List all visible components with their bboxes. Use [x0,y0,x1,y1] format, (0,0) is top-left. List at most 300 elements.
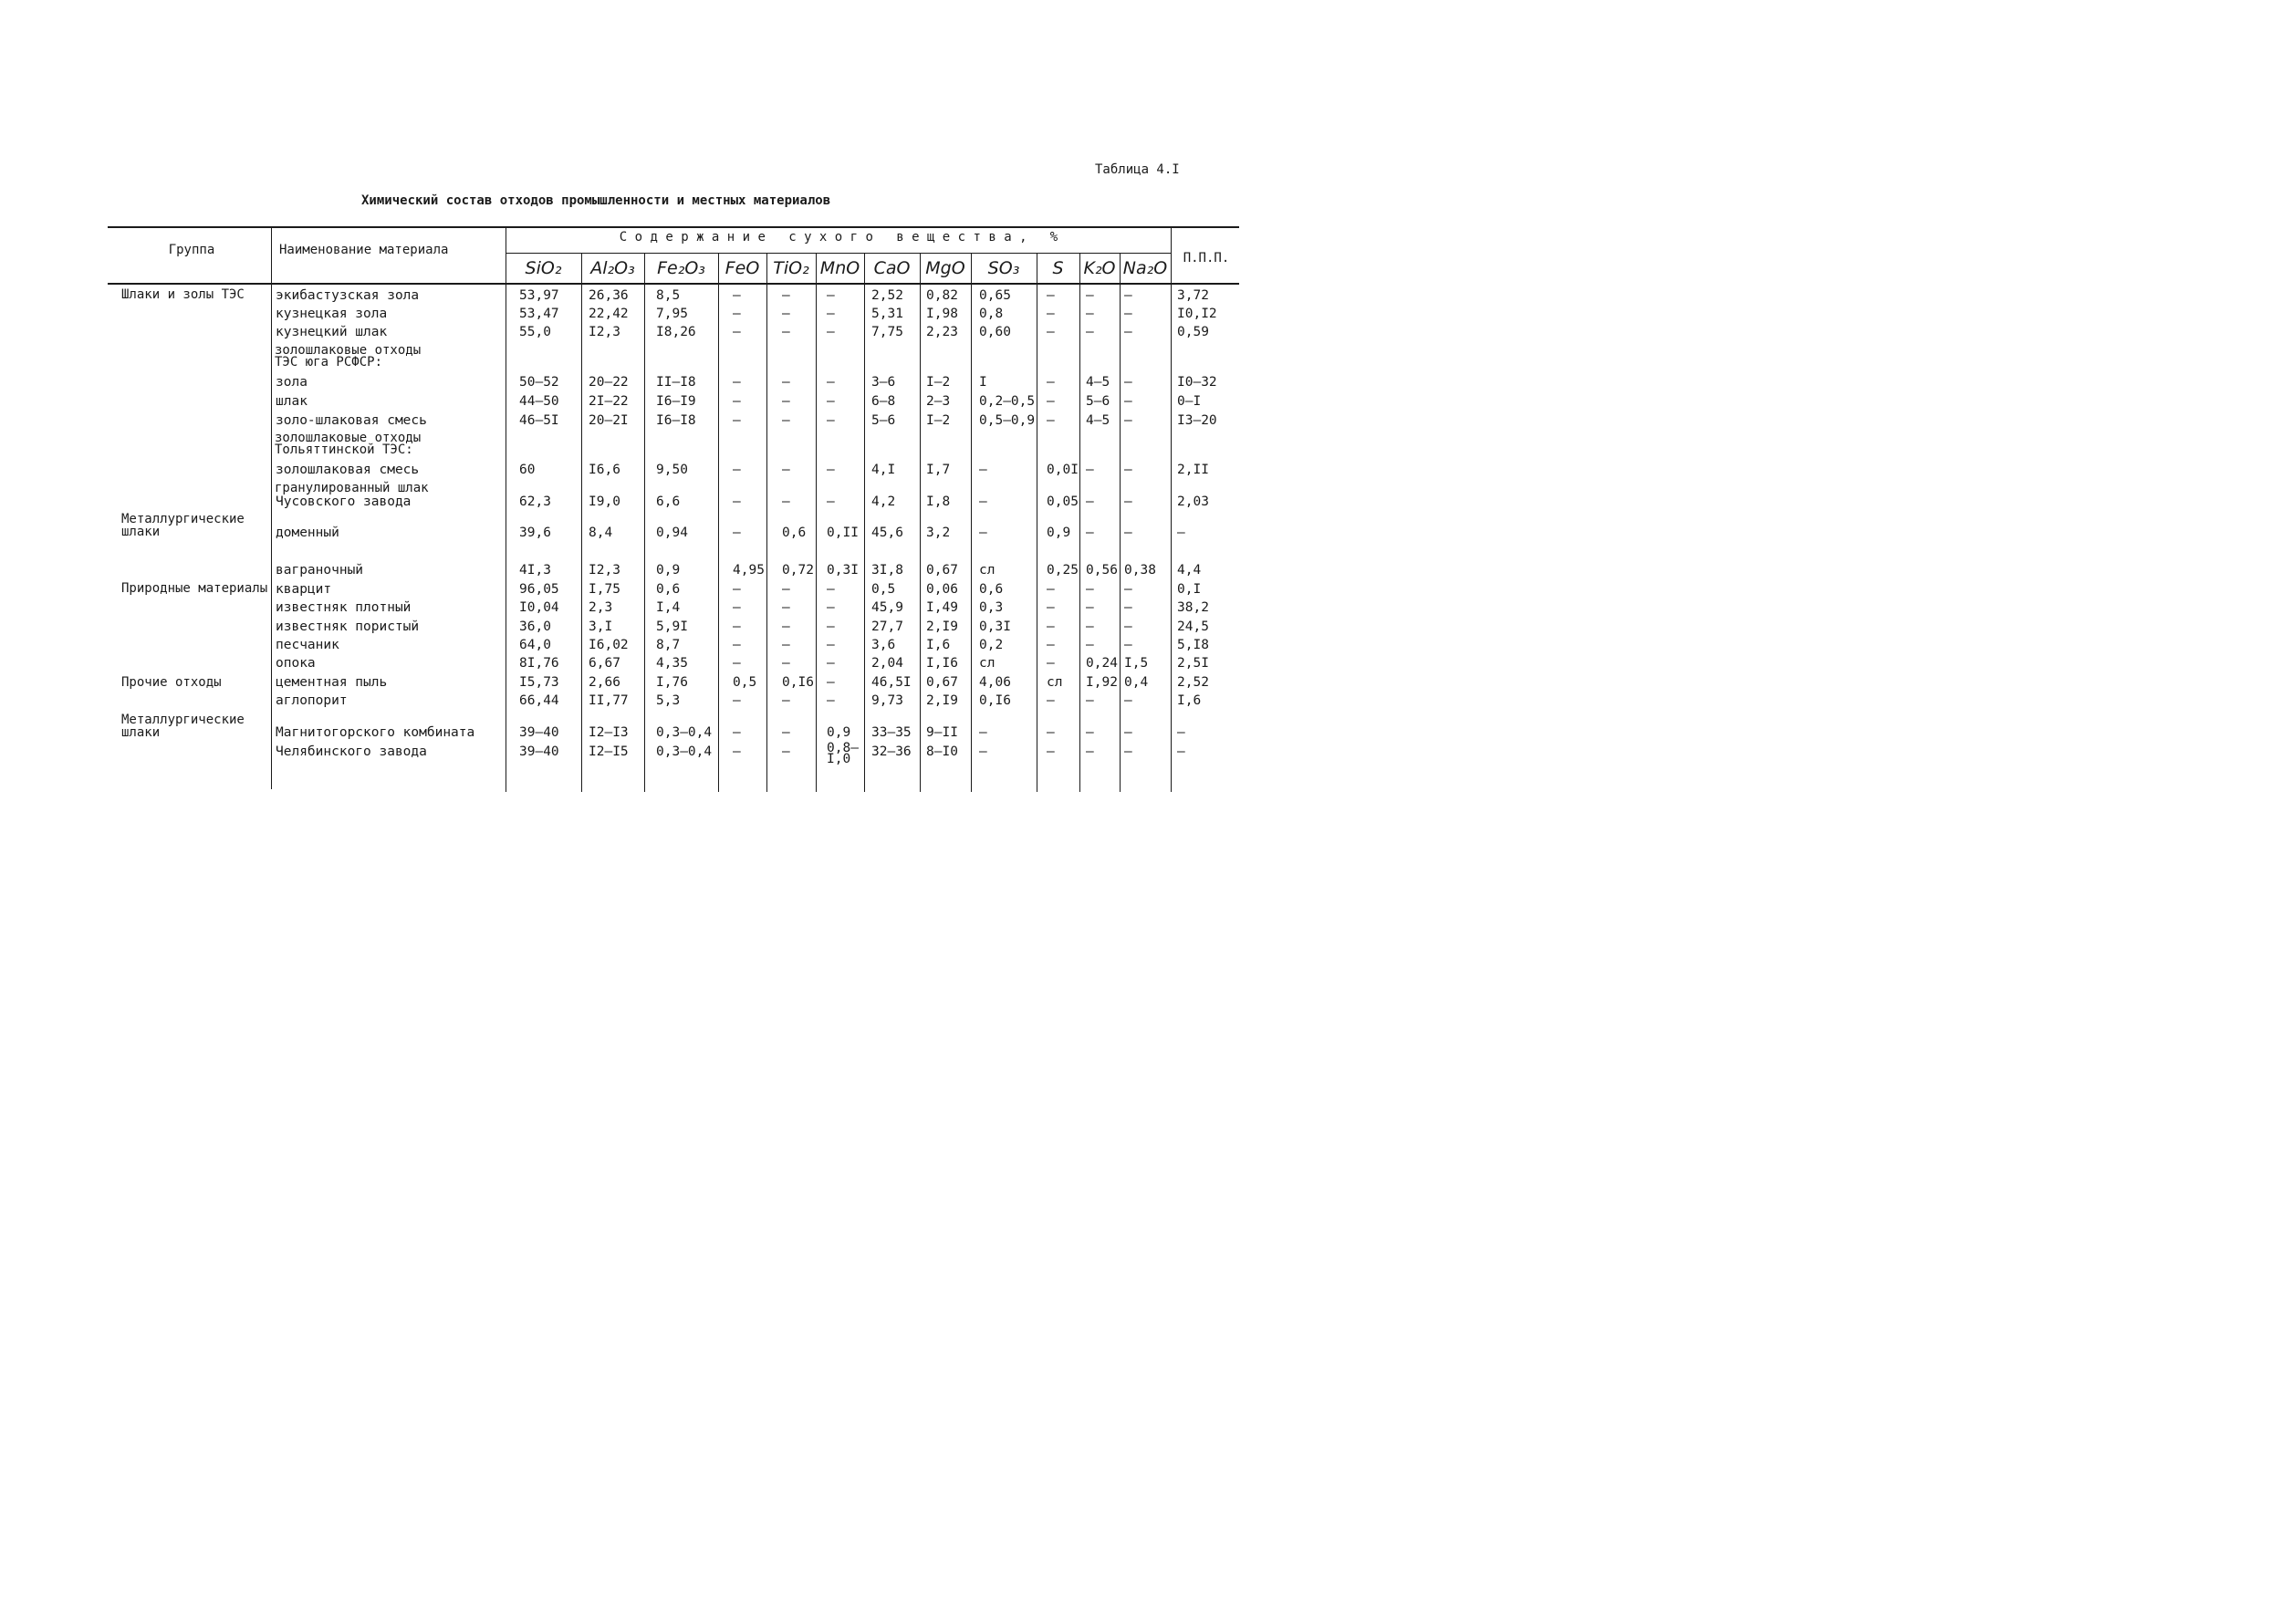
value-cell: 2,52 [1177,675,1209,690]
value-cell: – [1124,463,1132,477]
value-cell: 7,75 [871,325,903,339]
value-cell: 3–6 [871,375,896,390]
value-cell: I2–I5 [589,744,629,759]
column-rule [644,254,645,792]
value-cell: – [1086,463,1094,477]
value-cell: 20–2I [589,413,629,428]
component-header: K₂O [1083,258,1116,278]
column-rule [581,254,582,792]
value-cell: – [827,619,835,634]
value-cell: – [827,325,835,339]
value-cell: 46–5I [519,413,559,428]
header-bottom-rule [108,283,1239,285]
value-cell: – [782,638,790,652]
value-cell: – [1124,526,1132,540]
value-cell: 0,38 [1124,563,1156,578]
value-cell: 0,25 [1047,563,1079,578]
value-cell: – [1124,725,1132,740]
value-cell: 62,3 [519,494,551,509]
value-cell: – [733,582,741,597]
material-name: золошлаковая смесь [276,463,420,477]
value-cell: – [1124,325,1132,339]
value-cell: – [733,375,741,390]
value-cell: – [782,600,790,615]
value-cell: – [782,693,790,708]
value-cell: 0,3–0,4 [656,744,713,759]
value-cell: – [827,582,835,597]
material-name: Чусовского завода [276,494,412,509]
value-cell: 0,8– I,0 [827,741,859,766]
value-cell: – [733,463,741,477]
value-cell: – [733,638,741,652]
value-cell: 3,72 [1177,288,1209,303]
value-cell: – [827,375,835,390]
value-cell: – [1086,693,1094,708]
value-cell: – [979,744,987,759]
value-cell: 2,23 [926,325,958,339]
value-cell: 4,I [871,463,896,477]
value-cell: I9,0 [589,494,620,509]
value-cell: 2,04 [871,656,903,671]
value-cell: 0,3I [979,619,1011,634]
column-rule [864,254,865,792]
value-cell: 0,I6 [782,675,814,690]
value-cell: 39–40 [519,744,559,759]
value-cell: 38,2 [1177,600,1209,615]
value-cell: 4,35 [656,656,688,671]
value-cell: 45,6 [871,526,903,540]
value-cell: 6,6 [656,494,681,509]
column-rule [920,254,921,792]
value-cell: I6,6 [589,463,620,477]
material-name: песчаник [276,638,339,652]
value-cell: 0,3 [979,600,1004,615]
value-cell: – [1177,725,1185,740]
value-cell: I6–I9 [656,394,696,409]
value-cell: – [782,325,790,339]
value-cell: I,8 [926,494,951,509]
column-rule [1079,254,1080,792]
value-cell: 53,47 [519,307,559,321]
value-cell: – [827,494,835,509]
value-cell: – [1047,638,1055,652]
content-group-header: С о д е р ж а н и е с у х о г о в е щ е с т в а , % [619,230,1058,245]
value-cell: 2,II [1177,463,1209,477]
value-cell: – [1086,288,1094,303]
column-rule [1171,228,1172,792]
group-label: Прочие отходы [121,675,222,690]
value-cell: I2,3 [589,325,620,339]
value-cell: – [1086,325,1094,339]
value-cell: 55,0 [519,325,551,339]
value-cell: I,I6 [926,656,958,671]
value-cell: – [733,656,741,671]
value-cell: 0,06 [926,582,958,597]
value-cell: I,4 [656,600,681,615]
value-cell: – [782,725,790,740]
value-cell: – [1047,307,1055,321]
value-cell: 8,5 [656,288,681,303]
component-header: Fe₂O₃ [657,258,705,278]
value-cell: 39,6 [519,526,551,540]
value-cell: – [733,693,741,708]
component-header: MnO [819,258,860,278]
material-name: Магнитогорского комбината [276,725,475,740]
value-cell: 4,06 [979,675,1011,690]
value-cell: 20–22 [589,375,629,390]
material-name: золо-шлаковая смесь [276,413,427,428]
value-cell: 0,56 [1086,563,1118,578]
value-cell: 0,05 [1047,494,1079,509]
value-cell: 0,8 [979,307,1004,321]
column-rule [971,254,972,792]
value-cell: 5–6 [871,413,896,428]
material-name: ваграночный [276,563,364,578]
value-cell: I8,26 [656,325,696,339]
value-cell: 0,6 [782,526,807,540]
value-cell: 2–3 [926,394,951,409]
value-cell: I0,04 [519,600,559,615]
value-cell: 32–36 [871,744,912,759]
value-cell: – [979,463,987,477]
value-cell: 0,II [827,526,859,540]
value-cell: I,6 [1177,693,1202,708]
value-cell: I,7 [926,463,951,477]
value-cell: 8–I0 [926,744,958,759]
value-cell: – [1124,582,1132,597]
material-name: зола [276,375,308,390]
value-cell: 0,65 [979,288,1011,303]
value-cell: 4,2 [871,494,896,509]
value-cell: 2,3 [589,600,613,615]
value-cell: – [827,307,835,321]
value-cell: – [827,463,835,477]
component-header: S [1052,258,1064,278]
value-cell: 2,52 [871,288,903,303]
value-cell: 6–8 [871,394,896,409]
value-cell: 0,5 [733,675,757,690]
value-cell: I,49 [926,600,958,615]
value-cell: 5–6 [1086,394,1110,409]
value-cell: – [1124,413,1132,428]
value-cell: 0,4 [1124,675,1149,690]
material-name: кузнецкий шлак [276,325,388,339]
group-label: Металлургические шлаки [121,512,245,539]
value-cell: II,77 [589,693,629,708]
value-cell: 96,05 [519,582,559,597]
value-cell: – [1047,582,1055,597]
value-cell: – [979,526,987,540]
table-number: Таблица 4.I [1095,162,1180,177]
value-cell: – [827,693,835,708]
value-cell: – [1047,413,1055,428]
column-rule [816,254,817,792]
value-cell: 0,24 [1086,656,1118,671]
value-cell: 50–52 [519,375,559,390]
value-cell: – [1047,288,1055,303]
value-cell: 36,0 [519,619,551,634]
value-cell: – [1047,744,1055,759]
value-cell: – [1124,638,1132,652]
value-cell: – [1086,526,1094,540]
value-cell: – [1047,693,1055,708]
value-cell: – [1124,375,1132,390]
component-header: Na₂O [1122,258,1168,278]
value-cell: 0,I6 [979,693,1011,708]
value-cell: 0,67 [926,675,958,690]
value-cell: – [1177,744,1185,759]
component-header: CaO [873,258,911,278]
value-cell: – [979,725,987,740]
loi-column-header: П.П.П. [1183,251,1230,265]
value-cell: – [1047,325,1055,339]
value-cell: 26,36 [589,288,629,303]
value-cell: 4,4 [1177,563,1202,578]
value-cell: 0,2–0,5 [979,394,1036,409]
material-name: аглопорит [276,693,348,708]
component-header: TiO₂ [773,258,809,278]
component-header: FeO [725,258,760,278]
value-cell: – [827,638,835,652]
material-name: опока [276,656,316,671]
value-cell: – [979,494,987,509]
value-cell: – [733,394,741,409]
value-cell: – [782,394,790,409]
value-cell: – [1177,526,1185,540]
value-cell: I2,3 [589,563,620,578]
value-cell: 66,44 [519,693,559,708]
value-cell: – [1086,494,1094,509]
value-cell: – [1124,307,1132,321]
material-name: кузнецкая зола [276,307,388,321]
material-name: известняк плотный [276,600,412,615]
value-cell: – [1086,725,1094,740]
value-cell: I,5 [1124,656,1149,671]
value-cell: – [782,463,790,477]
value-cell: сл [979,656,996,671]
value-cell: 3,I [589,619,613,634]
material-subheading: гранулированный шлак [275,481,429,495]
value-cell: I6–I8 [656,413,696,428]
value-cell: 2I–22 [589,394,629,409]
value-cell: 2,66 [589,675,620,690]
value-cell: – [733,307,741,321]
value-cell: – [782,582,790,597]
component-header: SO₃ [987,258,1020,278]
column-rule [766,254,767,792]
value-cell: – [1086,619,1094,634]
value-cell: 0,6 [979,582,1004,597]
value-cell: – [733,413,741,428]
value-cell: – [827,288,835,303]
value-cell: – [1047,600,1055,615]
value-cell: 8,7 [656,638,681,652]
value-cell: 2,I9 [926,693,958,708]
value-cell: 24,5 [1177,619,1209,634]
value-cell: – [733,526,741,540]
value-cell: 0,72 [782,563,814,578]
value-cell: – [1124,288,1132,303]
value-cell: I–2 [926,375,951,390]
value-cell: – [733,744,741,759]
value-cell: I0–32 [1177,375,1217,390]
value-cell: 6,67 [589,656,620,671]
value-cell: I,98 [926,307,958,321]
value-cell: I6,02 [589,638,629,652]
value-cell: 2,5I [1177,656,1209,671]
value-cell: – [827,656,835,671]
value-cell: 0,60 [979,325,1011,339]
value-cell: – [1086,600,1094,615]
value-cell: 8,4 [589,526,613,540]
value-cell: I,75 [589,582,620,597]
value-cell: – [1086,638,1094,652]
material-name: известняк пористый [276,619,420,634]
value-cell: I2–I3 [589,725,629,740]
value-cell: – [1047,656,1055,671]
value-cell: – [1047,619,1055,634]
value-cell: 0,94 [656,526,688,540]
value-cell: – [1047,725,1055,740]
value-cell: 0,2 [979,638,1004,652]
value-cell: – [782,375,790,390]
value-cell: – [782,619,790,634]
group-label: Металлургические шлаки [121,713,245,740]
value-cell: – [1086,582,1094,597]
value-cell: 0,82 [926,288,958,303]
material-name: цементная пыль [276,675,388,690]
value-cell: – [827,413,835,428]
value-cell: 0,5 [871,582,896,597]
value-cell: – [782,307,790,321]
value-cell: 44–50 [519,394,559,409]
material-name: экибастузская зола [276,288,420,303]
value-cell: – [827,675,835,690]
value-cell: 5,I8 [1177,638,1209,652]
value-cell: – [827,600,835,615]
value-cell: – [1124,693,1132,708]
value-cell: – [782,288,790,303]
group-label: Шлаки и золы ТЭС [121,287,245,302]
value-cell: 3,2 [926,526,951,540]
value-cell: 27,7 [871,619,903,634]
value-cell: 9–II [926,725,958,740]
value-cell: 3I,8 [871,563,903,578]
value-cell: сл [979,563,996,578]
group-column-header: Группа [168,243,215,257]
value-cell: II–I8 [656,375,696,390]
table-caption: Химический состав отходов промышленности и местных материалов [361,193,831,208]
material-column-header: Наименование материала [279,243,449,257]
value-cell: I–2 [926,413,951,428]
value-cell: – [1124,494,1132,509]
value-cell: – [782,494,790,509]
component-header: SiO₂ [525,258,562,278]
value-cell: 4–5 [1086,375,1110,390]
material-name: доменный [276,526,339,540]
column-rule [271,228,272,789]
value-cell: 5,3 [656,693,681,708]
value-cell: – [1124,619,1132,634]
value-cell: 7,95 [656,307,688,321]
table-top-rule [108,226,1239,228]
value-cell: – [1047,375,1055,390]
value-cell: 45,9 [871,600,903,615]
column-rule [1120,254,1121,792]
value-cell: 22,42 [589,307,629,321]
value-cell: 53,97 [519,288,559,303]
value-cell: I0,I2 [1177,307,1217,321]
value-cell: 8I,76 [519,656,559,671]
value-cell: 0,3–0,4 [656,725,713,740]
value-cell: – [733,725,741,740]
value-cell: I3–20 [1177,413,1217,428]
value-cell: – [1124,600,1132,615]
material-name: кварцит [276,582,332,597]
component-header: MgO [925,258,965,278]
value-cell: 4,95 [733,563,765,578]
value-cell: 4I,3 [519,563,551,578]
value-cell: 60 [519,463,536,477]
column-rule [718,254,719,792]
value-cell: I,76 [656,675,688,690]
value-cell: – [1086,744,1094,759]
material-subheading: золошлаковые отходы Тольяттинской ТЭС: [275,431,422,457]
value-cell: – [733,288,741,303]
value-cell: 33–35 [871,725,912,740]
value-cell: 46,5I [871,675,912,690]
value-cell: 0,9 [1047,526,1071,540]
value-cell: – [1124,394,1132,409]
material-name: шлак [276,394,308,409]
material-name: Челябинского завода [276,744,427,759]
value-cell: 39–40 [519,725,559,740]
group-label: Природные материалы [121,581,268,596]
value-cell: – [733,494,741,509]
value-cell: 4–5 [1086,413,1110,428]
value-cell: – [827,394,835,409]
value-cell: 0,59 [1177,325,1209,339]
value-cell: – [1047,394,1055,409]
value-cell: 0,67 [926,563,958,578]
value-cell: – [782,413,790,428]
value-cell: 0,9 [656,563,681,578]
value-cell: 0,I [1177,582,1202,597]
value-cell: I5,73 [519,675,559,690]
value-cell: 0,0I [1047,463,1079,477]
value-cell: – [733,600,741,615]
value-cell: – [782,744,790,759]
value-cell: – [733,619,741,634]
value-cell: 2,I9 [926,619,958,634]
value-cell: 64,0 [519,638,551,652]
value-cell: I,6 [926,638,951,652]
header-inner-rule [506,253,1172,254]
value-cell: 0–I [1177,394,1202,409]
value-cell: 9,73 [871,693,903,708]
value-cell: – [1086,307,1094,321]
value-cell: 0,6 [656,582,681,597]
value-cell: – [733,325,741,339]
value-cell: 0,9 [827,725,851,740]
value-cell: 5,31 [871,307,903,321]
value-cell: 5,9I [656,619,688,634]
value-cell: – [782,656,790,671]
value-cell: – [1124,744,1132,759]
material-subheading: золошлаковые отходы ТЭС юга РСФСР: [275,343,422,370]
value-cell: 2,03 [1177,494,1209,509]
value-cell: I,92 [1086,675,1118,690]
